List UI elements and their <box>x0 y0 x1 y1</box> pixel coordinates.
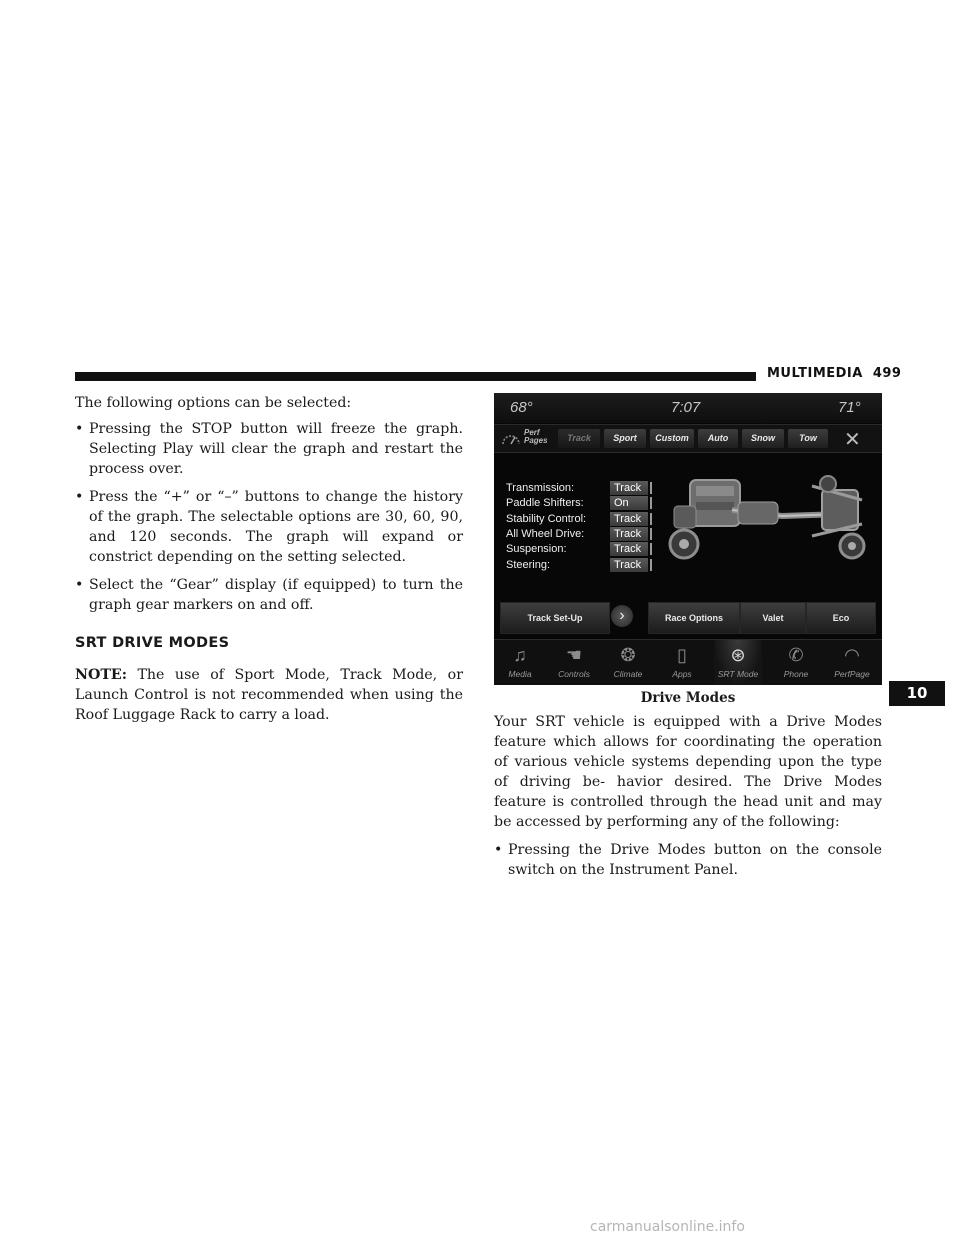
setting-value: Track <box>610 481 648 495</box>
setting-label: Paddle Shifters: <box>506 497 584 509</box>
close-icon[interactable]: ✕ <box>844 429 861 451</box>
app-controls[interactable] <box>550 640 598 685</box>
setting-paddle-shifters <box>506 497 629 509</box>
perf-label-line1: Perf <box>524 428 540 437</box>
setting-value: On <box>610 496 648 510</box>
app-climate[interactable] <box>604 640 652 685</box>
app-label: Media <box>508 669 532 679</box>
setting-all-wheel-drive <box>506 528 642 540</box>
setting-label: Steering: <box>506 559 551 571</box>
app-label: Phone <box>783 669 809 679</box>
app-media[interactable] <box>496 640 544 685</box>
valet-button[interactable]: Valet <box>740 602 806 634</box>
drivetrain-illustration <box>662 466 872 586</box>
music-note-icon: ♫ <box>513 645 527 665</box>
action-bar <box>500 602 876 632</box>
app-label: Climate <box>613 669 643 679</box>
app-label: PerfPage <box>834 669 870 679</box>
outside-temp-left: 68° <box>510 399 533 416</box>
app-perfpage[interactable] <box>828 640 876 685</box>
app-phone[interactable] <box>772 640 820 685</box>
app-label: SRT Mode <box>717 669 759 679</box>
drive-modes-paragraph: Your SRT vehicle is equipped with a Drive Modes feature which allows for coordinating the operation of various vehicle systems depending upon the type of driving be- havior desired. The Drive Modes feature is controlled through the head unit and may be accessed by performing any of the following: <box>494 714 882 830</box>
setting-value: Track <box>610 512 648 526</box>
race-options-button[interactable]: Race Options <box>648 602 740 634</box>
watermark: carmanualsonline.info <box>590 1219 745 1235</box>
chevron-right-icon[interactable]: › <box>611 605 633 627</box>
note-text: The use of Sport Mode, Track Mode, or Launch Control is not recommended when using the Roof Luggage Rack to carry a load. <box>75 667 463 723</box>
setting-value: Track <box>610 527 648 541</box>
tab-auto[interactable]: Auto <box>698 429 738 448</box>
mode-bar <box>494 424 882 453</box>
tab-tow[interactable]: Tow <box>788 429 828 448</box>
app-label: Controls <box>558 669 590 679</box>
setting-value: Track <box>610 542 648 556</box>
header-rule <box>75 372 756 381</box>
tab-sport[interactable]: Sport <box>604 429 646 448</box>
setting-label: All Wheel Drive: <box>506 528 585 540</box>
app-bar <box>494 639 882 685</box>
bullet-stop <box>75 419 463 479</box>
note-label: NOTE: <box>75 667 127 683</box>
hand-icon: ☚ <box>565 645 583 665</box>
setting-label: Suspension: <box>506 543 567 555</box>
section-title: SRT DRIVE MODES <box>75 635 230 651</box>
bullet-dot: • <box>75 489 84 505</box>
setting-stability-control <box>506 513 642 525</box>
phone-icon: ✆ <box>788 645 804 665</box>
setting-suspension <box>506 543 642 555</box>
climate-icon: ❂ <box>620 645 636 665</box>
page-number: 499 <box>872 366 902 381</box>
note-paragraph <box>75 665 463 725</box>
tab-snow[interactable]: Snow <box>742 429 784 448</box>
right-column <box>494 712 882 880</box>
bullet-dot: • <box>75 577 84 593</box>
setting-label: Stability Control: <box>506 513 587 525</box>
gauge-icon: ◠ <box>844 645 860 665</box>
app-apps[interactable] <box>658 640 706 685</box>
running-header <box>767 366 901 381</box>
clock: 7:07 <box>671 399 701 416</box>
setting-value: Track <box>610 558 648 572</box>
bullet-text: Press the “+” or “–” buttons to change the history of the graph. The selectable options are 30, 60, 90, and 120 seconds. The graph will expand or constrict depending on the setting selected. <box>89 489 463 565</box>
eco-button[interactable]: Eco <box>806 602 876 634</box>
setting-transmission <box>506 482 642 494</box>
chapter-tab: 10 <box>889 681 945 706</box>
left-column <box>75 393 463 725</box>
bullet-dot: • <box>75 421 84 437</box>
gauge-icon[interactable] <box>500 429 522 447</box>
bullet-gear <box>75 575 463 615</box>
setting-steering <box>506 559 642 571</box>
perf-pages-button[interactable] <box>524 429 548 445</box>
figure-caption: Drive Modes <box>640 690 736 706</box>
bullet-console-switch <box>494 840 882 880</box>
tab-custom[interactable]: Custom <box>650 429 694 448</box>
bullet-text: Pressing the STOP button will freeze the graph. Selecting Play will clear the graph and restart the process over. <box>89 421 463 477</box>
status-bar <box>494 393 882 423</box>
intro-text: The following options can be selected: <box>75 395 352 411</box>
perf-label-line2: Pages <box>524 436 548 445</box>
setting-label: Transmission: <box>506 482 575 494</box>
tab-track[interactable]: Track <box>558 429 600 448</box>
bullet-dot: • <box>494 842 503 858</box>
bullet-text: Select the “Gear” display (if equipped) to turn the graph gear markers on and off. <box>89 577 463 613</box>
track-setup-button[interactable]: Track Set-Up <box>500 602 610 634</box>
outside-temp-right: 71° <box>838 399 861 416</box>
bullet-text: Pressing the Drive Modes button on the console switch on the Instrument Panel. <box>508 842 882 878</box>
app-srt-mode[interactable] <box>714 640 762 685</box>
drive-modes-screen <box>494 393 882 685</box>
apps-icon: ▯ <box>677 645 687 665</box>
bullet-history <box>75 487 463 567</box>
section-name: MULTIMEDIA <box>767 366 863 381</box>
steering-wheel-icon: ⊛ <box>730 645 746 665</box>
app-label: Apps <box>672 669 692 679</box>
